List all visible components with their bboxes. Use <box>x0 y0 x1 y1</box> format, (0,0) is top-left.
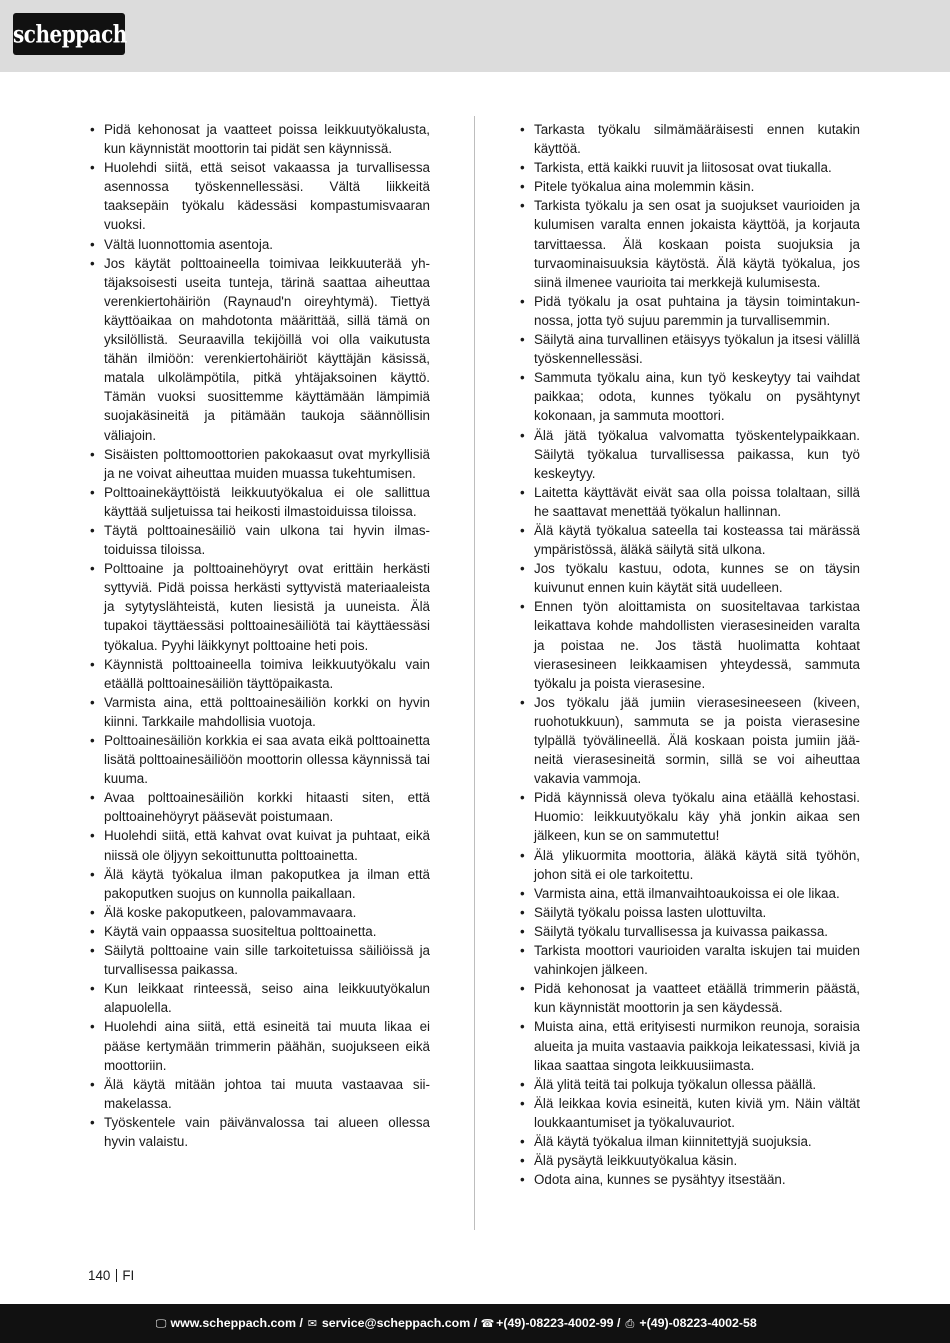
bullet-text: Pidä kehonosat ja vaatteet etäällä trimmerin päästä, kun käynnistät moottorin ja sen käydessä. <box>534 981 860 1016</box>
bullet-item <box>88 1075 430 1113</box>
bullet-icon: • <box>520 904 525 920</box>
bullet-item <box>518 903 860 922</box>
bullet-text: Älä ylitä teitä tai polkuja työkalun ollessa päällä. <box>534 1076 817 1092</box>
bullet-icon: • <box>90 656 95 672</box>
bullet-icon: • <box>520 923 525 939</box>
bullet-icon: • <box>90 1114 95 1130</box>
bullet-text: Älä käytä työkalua sateella tai kosteassa tai märässä ympäristössä, äläkä säilytä sitä ulkona. <box>534 522 860 558</box>
bullet-item <box>518 846 860 884</box>
bullet-icon: • <box>520 885 525 901</box>
bullet-text: Sisäisten polttomoottorien pakokaasut ovat myrkyllisiä ja ne voivat aiheuttaa muiden muassa tukehtumisen. <box>104 446 430 481</box>
bullet-icon: • <box>520 370 525 386</box>
bullet-icon: • <box>90 255 95 271</box>
bullet-item <box>88 826 430 864</box>
bullet-item <box>518 1094 860 1132</box>
bullet-icon: • <box>90 484 95 500</box>
bullet-item <box>88 979 430 1017</box>
bullet-item <box>518 330 860 368</box>
bullet-item <box>518 884 860 903</box>
bullet-icon: • <box>90 694 95 710</box>
bullet-text: Säilytä työkalu poissa lasten ulottuvilta. <box>534 904 767 920</box>
bullet-text: Älä käytä työkalua ilman pakoputkea ja ilman että pakoputken suojus on kunnolla paikallaan. <box>104 866 430 901</box>
mail-icon: ✉ <box>307 1318 317 1330</box>
bullet-item <box>88 731 430 788</box>
bullet-item <box>518 521 860 559</box>
bullet-icon: • <box>520 293 525 309</box>
bullet-text: Varmista aina, että polttoainesäiliön korkki on hyvin kiinni. Tarkkaile mahdollisia vuotoja. <box>104 694 430 729</box>
bullet-text: Täytä polttoainesäiliö vain ulkona tai hyvin ilmastoiduissa tiloissa. <box>104 522 430 558</box>
bullet-text: Muista aina, että erityisesti nurmikon reunoja, soraisia alueita ja muita vastaavia paikkoja leikatessasi, kiviä ja likaa saattaa singota leikkuusiimasta. <box>534 1019 860 1073</box>
bullet-text: Polttoainekäyttöistä leikkuutyökalua ei ole sallittua käyttää suljetuissa tai heikosti ilmastoiduissa tiloissa. <box>104 484 430 519</box>
footer-fax: +(49)-08223-4002-58 <box>639 1316 757 1330</box>
bullet-text: Jos käytät polttoaineella toimivaa leikkuuterää yhtäjaksoisesti useita tunteja, tärinä saattaa aiheuttaa verenkiertohäiriön (Raynaud'n oireyhtymä). Tiettyä käyttöaikaa on mahdotonta määrittää, sillä tämä on yksilöllistä. Seuraavilla tekijöillä voi olla vaikutusta tähän ilmiöön: verenkiertohäiriöt käyttäjän käsissä, matala ulkolämpötila, pitkä yhtäjaksoinen käyttö. Tämän vuoksi suosittemme käyttämään lämpimiä suojakäsineitä ja pitämään taukoja säännöllisin väliajoin. <box>104 255 430 443</box>
bullet-text: Avaa polttoainesäiliön korkki hitaasti siten, että polttoainehöyryt pääsevät poistumaan. <box>104 790 430 825</box>
bullet-text: Tarkista, että kaikki ruuvit ja liitososat ovat tiukalla. <box>534 160 832 176</box>
bullet-item <box>88 1017 430 1074</box>
bullet-item <box>518 177 860 196</box>
bullet-item <box>518 292 860 330</box>
bullet-text: Säilytä aina turvallinen etäisyys työkalun ja itsesi välillä työskennellessäsi. <box>534 332 860 367</box>
page-header <box>0 0 950 72</box>
bullet-item <box>518 1170 860 1189</box>
bullet-item <box>518 597 860 692</box>
bullet-item <box>88 903 430 922</box>
bullet-icon: • <box>520 943 525 959</box>
bullet-item <box>518 1075 860 1094</box>
bullet-text: Kun leikkaat rinteessä, seiso aina leikkuutyökalun alapuolella. <box>104 981 430 1016</box>
bullet-item <box>518 559 860 597</box>
bullet-text: Käynnistä polttoaineella toimiva leikkuutyökalu vain etäällä polttoainesäiliön täyttöpaikasta. <box>104 656 430 691</box>
bullet-text: Älä jätä työkalua valvomatta työskentelypaikkaan. Säilytä työkalua turvallisessa paikassa, kun työ keskeytyy. <box>534 427 860 481</box>
bullet-item <box>88 655 430 693</box>
bullet-icon: • <box>520 332 525 348</box>
page-number-separator <box>116 1269 117 1282</box>
bullet-text: Säilytä polttoaine vain sille tarkoitetuissa säiliöissä ja turvallisessa paikassa. <box>104 943 430 978</box>
bullet-item <box>518 1151 860 1170</box>
bullet-text: Älä leikkaa kovia esineitä, kuten kiviä ym. Näin vältät loukkaantumiset ja työkaluvauriot. <box>534 1095 860 1130</box>
bullet-text: Säilytä työkalu turvallisessa ja kuivassa paikassa. <box>534 923 828 939</box>
bullet-icon: • <box>90 236 95 252</box>
bullet-item <box>88 922 430 941</box>
bullet-icon: • <box>520 599 525 615</box>
bullet-icon: • <box>520 847 525 863</box>
bullet-text: Pidä käynnissä oleva työkalu aina etäällä kehostasi. Huomio: leikkuutyökalu käy yhä jonkin aikaa sen jälkeen, kun se on sammutettu! <box>534 790 860 844</box>
bullet-item <box>518 693 860 788</box>
bullet-icon: • <box>520 1019 525 1035</box>
footer-phone: +(49)-08223-4002-99 <box>496 1316 614 1330</box>
bullet-text: Älä koske pakoputkeen, palovammavaara. <box>104 904 357 920</box>
bullet-item <box>88 445 430 483</box>
bullet-item <box>88 483 430 521</box>
bullet-icon: • <box>90 923 95 939</box>
bullet-item <box>518 196 860 291</box>
footer-contact-line <box>155 1304 875 1343</box>
bullet-icon: • <box>520 198 525 214</box>
bullet-icon: • <box>90 904 95 920</box>
bullet-item <box>88 235 430 254</box>
bullet-text: Älä käytä työkalua ilman kiinnitettyjä suojuksia. <box>534 1133 812 1149</box>
bullet-icon: • <box>520 1153 525 1169</box>
fax-icon: ⎙ <box>625 1318 635 1330</box>
bullet-item <box>88 1113 430 1151</box>
footer-separator: / <box>299 1316 303 1330</box>
phone-icon: ☎ <box>480 1318 495 1330</box>
bullet-text: Pitele työkalua aina molemmin käsin. <box>534 179 755 195</box>
language-code: FI <box>122 1268 135 1283</box>
bullet-text: Tarkista työkalu ja sen osat ja suojukset vaurioiden ja kulumisen varalta ennen jokaista käyttöä, ja korjauta tarvittaessa. Älä koskaan poista suojuksia ja turvaominaisuuksia käytöstä. Älä käytä työkalua, jos siinä ilmenee vaurioita tai merkkejä kulumisesta. <box>534 198 860 290</box>
bullet-item <box>518 158 860 177</box>
bullet-text: Jos työkalu kastuu, odota, kunnes se on täysin kuivunut ennen kuin käytät sitä uudelleen. <box>534 561 860 596</box>
bullet-text: Vältä luonnottomia asentoja. <box>104 236 273 252</box>
bullet-text: Varmista aina, että ilmanvaihtoaukoissa ei ole likaa. <box>534 885 840 901</box>
bullet-item <box>88 254 430 445</box>
left-column <box>88 120 430 1151</box>
bullet-item <box>88 788 430 826</box>
bullet-icon: • <box>520 427 525 443</box>
bullet-text: Huolehdi siitä, että kahvat ovat kuivat ja puhtaat, eikä niissä ole öljyyn sekoittunutta polttoainetta. <box>104 828 430 863</box>
bullet-item <box>518 1132 860 1151</box>
bullet-item <box>518 483 860 521</box>
bullet-icon: • <box>90 522 95 538</box>
right-column <box>518 120 860 1189</box>
bullet-icon: • <box>520 160 525 176</box>
bullet-icon: • <box>520 1076 525 1092</box>
bullet-text: Laitetta käyttävät eivät saa olla poissa tolaltaan, sillä he saattavat menettää työkalun hallinnan. <box>534 484 860 519</box>
bullet-icon: • <box>520 484 525 500</box>
bullet-icon: • <box>90 561 95 577</box>
bullet-text: Älä ylikuormita moottoria, äläkä käytä sitä työhön, johon sitä ei ole tarkoitettu. <box>534 847 860 882</box>
bullet-item <box>88 865 430 903</box>
bullet-icon: • <box>520 122 525 137</box>
bullet-icon: • <box>520 981 525 997</box>
bullet-icon: • <box>90 828 95 844</box>
bullet-text: Sammuta työkalu aina, kun työ keskeytyy tai vaihdat paikkaa; odota, kunnes työkalu on pysähtynyt kokonaan, ja sammuta moottori. <box>534 370 860 424</box>
bullet-item <box>88 559 430 654</box>
bullet-icon: • <box>90 1019 95 1035</box>
bullet-icon: • <box>520 1095 525 1111</box>
bullet-icon: • <box>90 790 95 806</box>
bullet-icon: • <box>90 160 95 176</box>
bullet-icon: • <box>520 1172 525 1188</box>
bullet-item <box>518 120 860 158</box>
page-number <box>88 1267 134 1285</box>
bullet-item <box>518 368 860 425</box>
bullet-icon: • <box>520 1133 525 1149</box>
bullet-item <box>518 788 860 845</box>
bullet-icon: • <box>90 122 95 137</box>
bullet-icon: • <box>90 866 95 882</box>
bullet-item <box>88 158 430 234</box>
bullet-item <box>518 979 860 1017</box>
bullet-text: Ennen työn aloittamista on suositeltavaa tarkistaa leikattava kohde mahdollisten vierasesineiden varalta ja poistaa ne. Jos tästä huolimatta kohtaat vierasesineen leikkaamisen yhteydessä, sammuta työkalu ja poista vierasesine. <box>534 599 860 691</box>
footer-email[interactable]: service@scheppach.com <box>321 1316 471 1330</box>
bullet-text: Jos työkalu jää jumiin vierasesineeseen (kiveen, ruohotukkuun), sammuta se ja poista vierasesine tylpällä työvälineellä. Älä koskaan poista jumiin jääneitä vierasesineitä sormin, sillä se voi aiheuttaa vakavia vammoja. <box>534 694 860 787</box>
bullet-item <box>518 426 860 483</box>
bullet-text: Tarkista moottori vaurioiden varalta iskujen tai muiden vahinkojen jälkeen. <box>534 943 860 978</box>
bullet-text: Älä käytä mitään johtoa tai muuta vastaavaa siimakelassa. <box>104 1076 430 1111</box>
column-divider <box>474 116 475 1230</box>
bullet-item <box>88 941 430 979</box>
bullet-item <box>88 120 430 158</box>
bullet-icon: • <box>520 694 525 710</box>
bullet-text: Huolehdi siitä, että seisot vakaassa ja turvallisessa asennossa työskennellessäsi. Vältä liikkeitä taaksepäin työkalu kädessäsi kompastumisvaaran vuoksi. <box>104 160 430 233</box>
bullet-icon: • <box>520 790 525 806</box>
page-footer <box>0 1304 950 1343</box>
bullet-text: Odota aina, kunnes se pysähtyy itsestään. <box>534 1172 786 1188</box>
bullet-text: Polttoaine ja polttoainehöyryt ovat erittäin herkästi syttyviä. Pidä poissa herkästi syttyvistä materiaaleista ja sytytyslähteistä, kuten liesistä ja uuneista. Älä tupakoi täyttäessäsi polttoainesäiliötä tai käyttäessäsi työkalua. Pyyhi läikkynyt polttoaine heti pois. <box>104 561 430 653</box>
bullet-icon: • <box>90 733 95 748</box>
bullet-text: Tarkasta työkalu silmämääräisesti ennen kutakin käyttöä. <box>534 122 860 157</box>
footer-separator: / <box>616 1316 621 1330</box>
bullet-icon: • <box>90 446 95 462</box>
bullet-item <box>518 1017 860 1074</box>
bullet-icon: • <box>90 981 95 997</box>
bullet-text: Polttoainesäiliön korkkia ei saa avata eikä polttoainetta lisätä polttoainesäiliöön moottorin ollessa käynnissä tai kuuma. <box>104 733 430 787</box>
bullet-item <box>518 922 860 941</box>
bullet-text: Työskentele vain päivänvalossa tai alueen ollessa hyvin valaistu. <box>104 1114 430 1149</box>
bullet-text: Käytä vain oppaassa suositeltua polttoainetta. <box>104 923 377 939</box>
bullet-icon: • <box>90 1076 95 1092</box>
bullet-text: Huolehdi aina siitä, että esineitä tai muuta likaa ei pääse kertymään trimmerin päähän, suojukseen eikä moottoriin. <box>104 1019 430 1073</box>
scheppach-logo: scheppach <box>13 13 125 55</box>
monitor-icon: 🖵 <box>155 1318 167 1330</box>
bullet-icon: • <box>520 561 525 577</box>
footer-website[interactable]: www.scheppach.com <box>170 1316 296 1330</box>
footer-separator: / <box>473 1316 478 1330</box>
bullet-icon: • <box>90 943 95 959</box>
bullet-icon: • <box>520 522 525 538</box>
bullet-item <box>88 521 430 559</box>
bullet-text: Pidä työkalu ja osat puhtaina ja täysin toimintakunnossa, jotta työ sujuu paremmin ja turvallisemmin. <box>534 293 860 328</box>
page-number-value: 140 <box>88 1268 111 1283</box>
bullet-text: Pidä kehonosat ja vaatteet poissa leikkuutyökalusta, kun käynnistät moottorin tai pidät sen käynnissä. <box>104 122 430 157</box>
bullet-item <box>518 941 860 979</box>
bullet-text: Älä pysäytä leikkuutyökalua käsin. <box>534 1153 738 1169</box>
bullet-icon: • <box>520 179 525 195</box>
bullet-item <box>88 693 430 731</box>
